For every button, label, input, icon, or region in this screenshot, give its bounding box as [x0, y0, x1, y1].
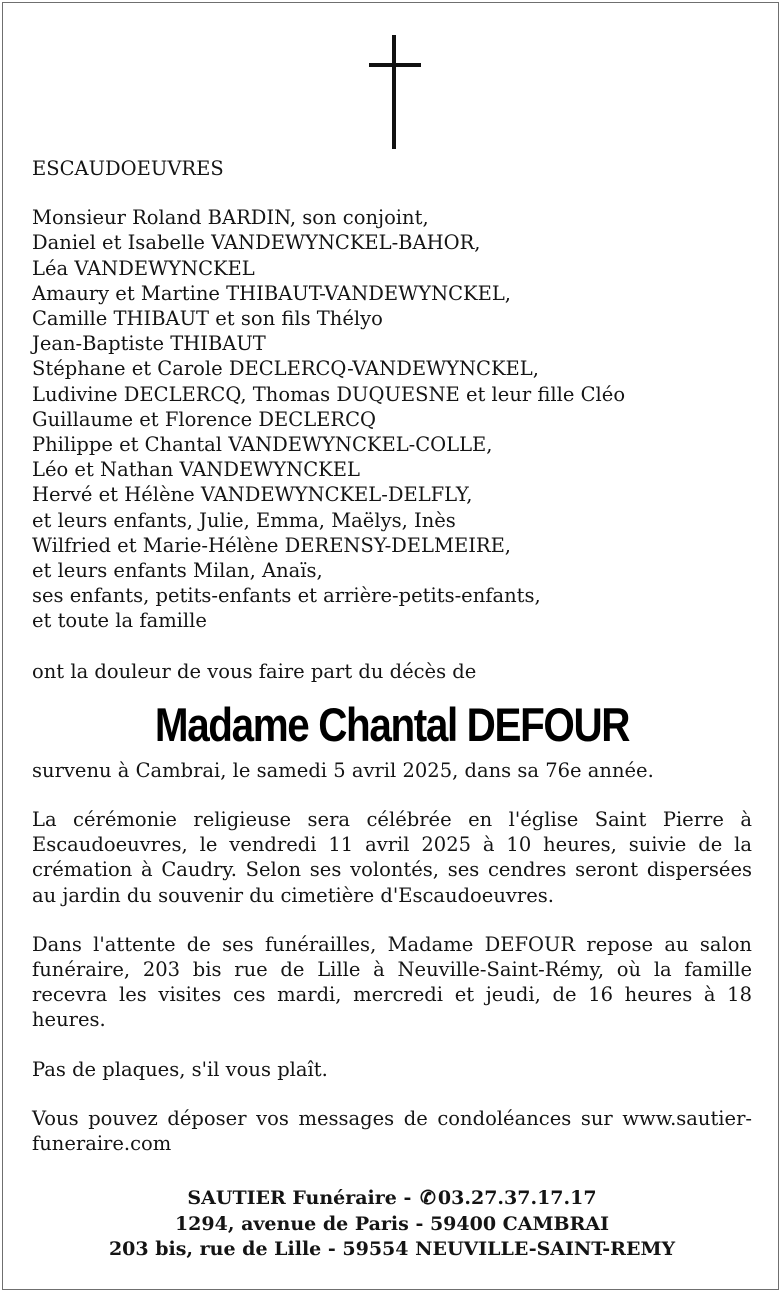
visitation-paragraph: Dans l'attente de ses funérailles, Madame DEFOUR repose au salon funéraire, 203 bis rue de Lille à Neuville-Saint-Rémy, où la famille recevra les visites ces mardi, mercredi et jeudi, de 16 heures à 18 heures. — [32, 932, 752, 1032]
family-line: Daniel et Isabelle VANDEWYNCKEL-BAHOR, — [32, 231, 481, 255]
family-line: Amaury et Martine THIBAUT-VANDEWYNCKEL, — [32, 281, 511, 305]
notice-body — [32, 156, 752, 1180]
family-list — [32, 205, 752, 633]
family-line: et leurs enfants, Julie, Emma, Maëlys, Inès — [32, 508, 456, 532]
family-line: Léo et Nathan VANDEWYNCKEL — [32, 458, 360, 482]
family-line: Stéphane et Carole DECLERCQ-VANDEWYNCKEL, — [32, 357, 539, 381]
funeral-home-phone: 03.27.37.17.17 — [437, 1187, 597, 1209]
announcement-intro: ont la douleur de vous faire part du décès de — [32, 659, 477, 683]
cross-icon — [363, 35, 425, 151]
location-heading: ESCAUDOEUVRES — [32, 157, 224, 180]
family-line: Léa VANDEWYNCKEL — [32, 256, 255, 280]
family-line: Jean-Baptiste THIBAUT — [32, 332, 266, 356]
phone-icon: ✆ — [420, 1187, 436, 1209]
condolences-paragraph: Vous pouvez déposer vos messages de condoléances sur www.sautier-funeraire.com — [32, 1106, 752, 1156]
family-line: ses enfants, petits-enfants et arrière-petits-enfants, — [32, 584, 541, 608]
family-line: Camille THIBAUT et son fils Thélyo — [32, 307, 383, 331]
funeral-home-address-neuville: 203 bis, rue de Lille - 59554 NEUVILLE-SAINT-REMY — [108, 1238, 676, 1260]
funeral-home-name: SAUTIER Funéraire - — [187, 1187, 412, 1209]
funeral-home-address-cambrai: 1294, avenue de Paris - 59400 CAMBRAI — [174, 1212, 610, 1235]
cross-horizontal-bar — [369, 63, 421, 67]
family-line: Ludivine DECLERCQ, Thomas DUQUESNE et leur fille Cléo — [32, 382, 626, 406]
family-line: Guillaume et Florence DECLERCQ — [32, 407, 376, 431]
family-line: et leurs enfants Milan, Anaïs, — [32, 559, 323, 583]
funeral-home-contact-line — [0, 1186, 784, 1212]
ceremony-paragraph: La cérémonie religieuse sera célébrée en l'église Saint Pierre à Escaudoeuvres, le vendredi 11 avril 2025 à 10 heures, suivie de la crémation à Caudry. Selon ses volontés, ses cendres seront dispersées au jardin du souvenir du cimetière d'Escaudoeuvres. — [32, 808, 752, 907]
funeral-home-block — [0, 1186, 784, 1263]
family-line: Hervé et Hélène VANDEWYNCKEL-DELFLY, — [32, 483, 473, 507]
death-details: survenu à Cambrai, le samedi 5 avril 2025, dans sa 76e année. — [32, 758, 654, 782]
no-plaques-note: Pas de plaques, s'il vous plaît. — [32, 1057, 328, 1081]
family-line: Wilfried et Marie-Hélène DERENSY-DELMEIRE, — [32, 533, 512, 557]
family-line: Monsieur Roland BARDIN, son conjoint, — [32, 206, 429, 230]
family-line: et toute la famille — [32, 609, 207, 633]
cross-vertical-bar — [392, 35, 396, 149]
deceased-name: Madame Chantal DEFOUR — [154, 697, 630, 751]
family-line: Philippe et Chantal VANDEWYNCKEL-COLLE, — [32, 433, 493, 457]
